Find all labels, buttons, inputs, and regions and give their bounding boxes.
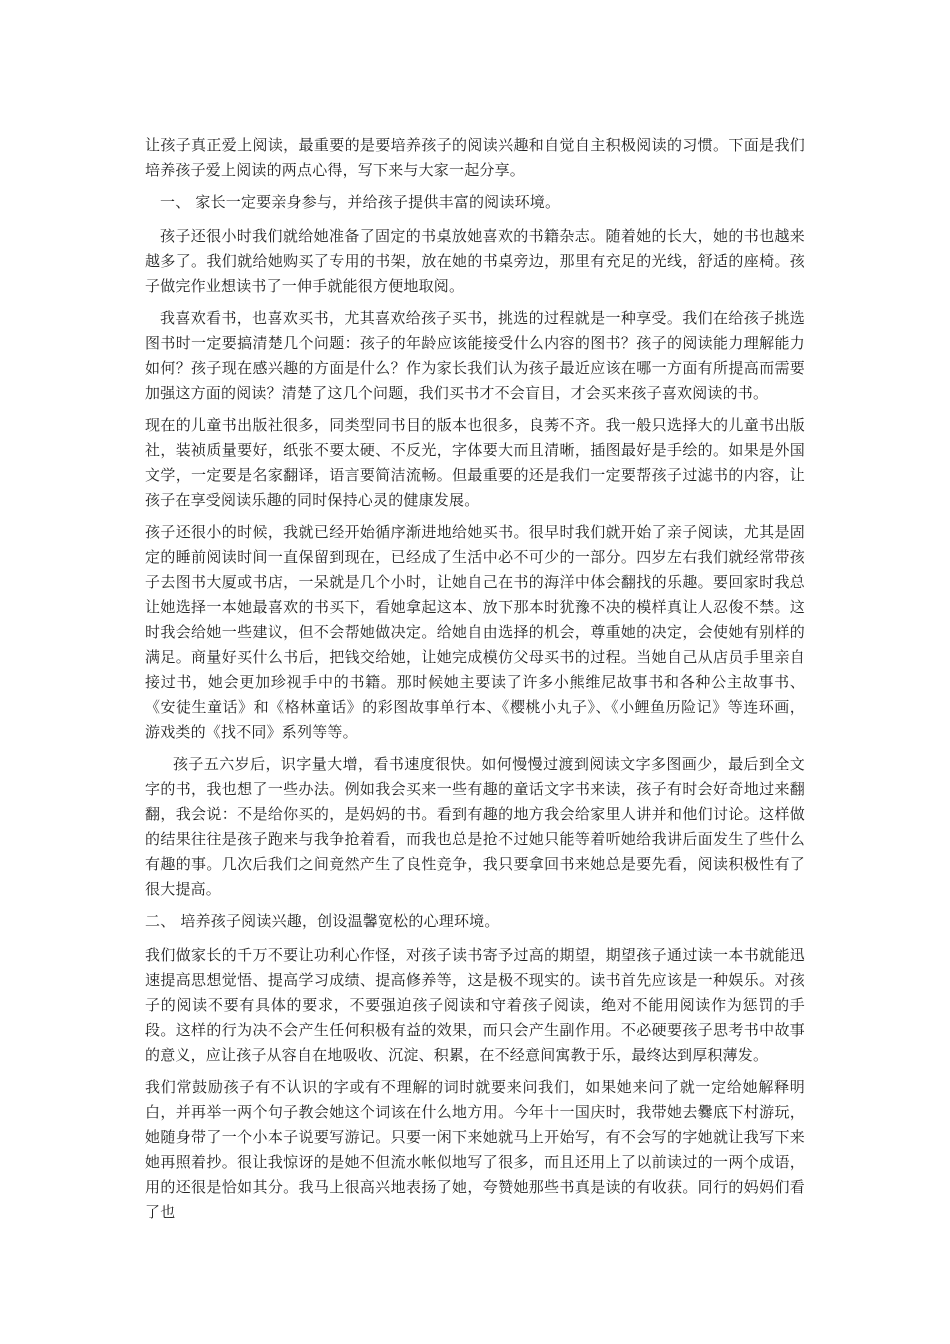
paragraph-ask-questions: 我们常鼓励孩子有不认识的字或有不理解的词时就要来问我们，如果她来问了就一定给她解释明白，并再举一两个句子教会她这个词该在什么地方用。今年十一国庆时，我带她去爨底下村游玩，她随身带了一个小本子说要写游记。只要一闲下来她就马上开始写，有不会写的字她就让我写下来她再照着抄。很让我惊讶的是她不但流水帐似地写了很多，而且还用上了以前读过的一两个成语，用的还很是恰如其分。我马上很高兴地表扬了她，夸赞她那些书真是读的有收获。同行的妈妈们看了也	[145, 1078, 805, 1221]
paragraph-text-books: 孩子五六岁后，识字量大增，看书速度很快。如何慢慢过渡到阅读文字多图画少，最后到全文字的书，我也想了一些办法。例如我会买来一些有趣的童话文字书来读，孩子有时会好奇地过来翻翻，我会说：不是给你买的，是妈妈的书。看到有趣的地方我会给家里人讲并和他们讨论。这样做的结果往往是孩子跑来与我争抢着看，而我也总是抢不过她只能等着听她给我讲后面发生了些什么有趣的事。几次后我们之间竟然产生了良性竞争，我只要拿回书来她总是要先看，阅读积极性有了很大提高。	[145, 755, 805, 898]
paragraph-choosing-books: 我喜欢看书，也喜欢买书，尤其喜欢给孩子买书，挑选的过程就是一种享受。我们在给孩子挑选图书时一定要搞清楚几个问题：孩子的年龄应该能接受什么内容的图书？孩子的阅读能力理解能力如何？孩子现在感兴趣的方面是什么？作为家长我们认为孩子最近应该在哪一方面有所提高而需要加强这方面的阅读？清楚了这几个问题，我们买书才不会盲目，才会买来孩子喜欢阅读的书。	[145, 309, 805, 402]
section-heading-two: 二、 培养孩子阅读兴趣，创设温馨宽松的心理环境。	[145, 912, 500, 930]
paragraph-publishers: 现在的儿童书出版社很多，同类型同书目的版本也很多，良莠不齐。我一般只选择大的儿童书出版社，装祯质量要好，纸张不要太硬、不反光，字体要大而且清晰，插图最好是手绘的。如果是外国文学，一定要是名家翻译，语言要简洁流畅。但最重要的还是我们一定要帮孩子过滤书的内容，让孩子在享受阅读乐趣的同时保持心灵的健康发展。	[145, 416, 805, 509]
document-body	[145, 133, 805, 1232]
intro-paragraph: 让孩子真正爱上阅读，最重要的是要培养孩子的阅读兴趣和自觉自主积极阅读的习惯。下面是我们培养孩子爱上阅读的两点心得，写下来与大家一起分享。	[145, 136, 805, 179]
section-heading-one: 一、 家长一定要亲身参与，并给孩子提供丰富的阅读环境。	[160, 193, 561, 211]
paragraph-early-reading: 孩子还很小的时候，我就已经开始循序渐进地给她买书。很早时我们就开始了亲子阅读，尤其是固定的睡前阅读时间一直保留到现在，已经成了生活中必不可少的一部分。四岁左右我们就经常带孩子去图书大厦或书店，一呆就是几个小时，让她自己在书的海洋中体会翻找的乐趣。要回家时我总让她选择一本她最喜欢的书买下，看她拿起这本、放下那本时犹豫不决的模样真让人忍俊不禁。这时我会给她一些建议，但不会帮她做决定。给她自由选择的机会，尊重她的决定，会使她有别样的满足。商量好买什么书后，把钱交给她，让她完成模仿父母买书的过程。当她自己从店员手里亲自接过书，她会更加珍视手中的书籍。那时候她主要读了许多小熊维尼故事书和各种公主故事书、《安徒生童话》和《格林童话》的彩图故事单行本、《樱桃小丸子》、《小鲤鱼历险记》等连环画，游戏类的《找不同》系列等等。	[145, 523, 805, 741]
paragraph-bookshelf: 孩子还很小时我们就给她准备了固定的书桌放她喜欢的书籍杂志。随着她的长大，她的书也越来越多了。我们就给她购买了专用的书架，放在她的书桌旁边，那里有充足的光线，舒适的座椅。孩子做完作业想读书了一伸手就能很方便地取阅。	[145, 227, 805, 295]
paragraph-no-utilitarian: 我们做家长的千万不要让功利心作怪，对孩子读书寄予过高的期望，期望孩子通过读一本书就能迅速提高思想觉悟、提高学习成绩、提高修养等，这是极不现实的。读书首先应该是一种娱乐。对孩子的阅读不要有具体的要求，不要强迫孩子阅读和守着孩子阅读，绝对不能用阅读作为惩罚的手段。这样的行为决不会产生任何积极有益的效果，而只会产生副作用。不必硬要孩子思考书中故事的意义，应让孩子从容自在地吸收、沉淀、积累，在不经意间寓教于乐，最终达到厚积薄发。	[145, 946, 805, 1064]
